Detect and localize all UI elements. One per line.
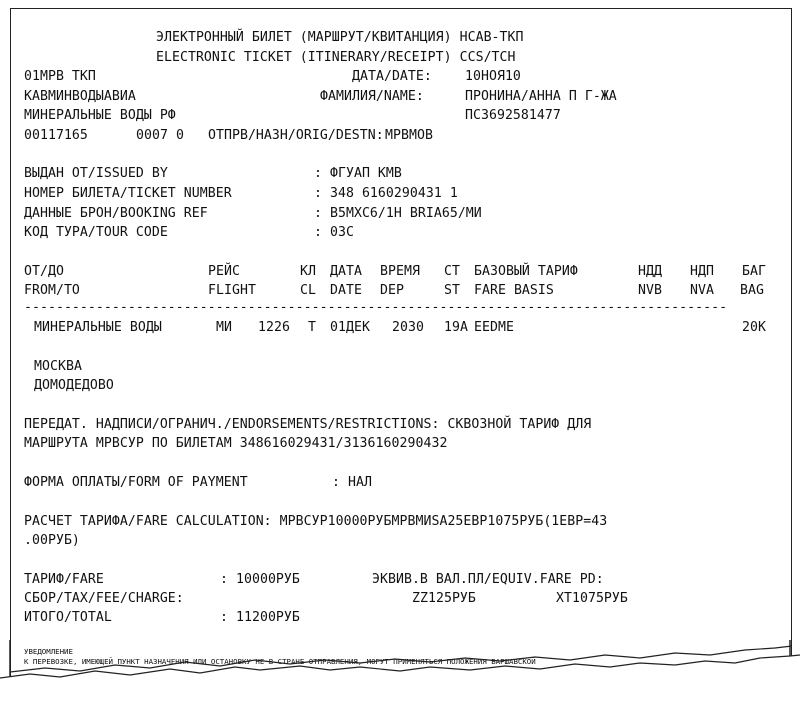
hdr-date-en: DATE [330,283,362,298]
hdr-flight-ru: РЕЙС [208,264,240,279]
segment-status: 19А [444,320,468,335]
tour-code-label: КОД ТУРА/TOUR CODE [24,225,168,240]
payment-text: НАЛ [347,475,372,490]
tour-code-text: 03С [329,225,354,240]
issued-by-value: : ФГУАП КМВ [314,166,402,181]
total-value: : 11200РУБ [220,610,300,625]
tax-2: XT1075РУБ [556,591,628,606]
total-label: ИТОГО/TOTAL [24,610,112,625]
segment-time: 2030 [392,320,424,335]
endorsements-line-2: МАРШРУТА МРВСУР ПО БИЛЕТАМ 348616029431/3136160290432 [24,436,448,451]
title-en: ELECTRONIC TICKET (ITINERARY/RECEIPT) CCS/TCH [156,50,516,65]
hdr-nvb-ru: НДД [638,264,662,279]
segment-dest-airport: ДОМОДЕДОВО [34,378,114,393]
ticket-number-label: НОМЕР БИЛЕТА/TICKET NUMBER [24,186,232,201]
fare-amount: 10000РУБ [235,572,300,587]
passenger-label: ФАМИЛИЯ/NAME: [320,89,424,104]
fare-calc-line-1: РАСЧЕТ ТАРИФА/FARE CALCULATION: МРВСУР10000РУБМРВМИSA25ЕВР1075РУБ(1ЕВР=43 [24,514,608,529]
hdr-nvb-en: NVB [638,283,662,298]
segment-bag: 20К [742,320,766,335]
segment-from: МИНЕРАЛЬНЫЕ ВОДЫ [34,320,162,335]
hdr-bag-en: BAG [740,283,764,298]
booking-ref-value: : B5MXC6/1H BRIA65/МИ [314,206,482,221]
equiv-label: ЭКВИВ.В ВАЛ.ПЛ/EQUIV.FARE PD: [372,572,604,587]
hdr-from-to-ru: ОТ/ДО [24,264,64,279]
hdr-flight-en: FLIGHT [208,283,256,298]
endorsements-line-1: ПЕРЕДАТ. НАДПИСИ/ОГРАНИЧ./ENDORSEMENTS/RESTRICTIONS: СКВОЗНОЙ ТАРИФ ДЛЯ [24,417,592,432]
hdr-st-ru: СТ [444,264,460,279]
table-separator: ---------------------------------------------------------------------------------------- [24,300,728,315]
title-ru: ЭЛЕКТРОННЫЙ БИЛЕТ (МАРШРУТ/КВИТАНЦИЯ) НСАВ-ТКП [156,30,524,45]
hdr-nva-en: NVA [690,283,714,298]
agency-name: КАВМИНВОДЫАВИА [24,89,136,104]
booking-ref-text: B5MXC6/1H BRIA65/МИ [329,206,482,221]
total-amount: 11200РУБ [235,610,300,625]
fare-calc-line-2: .00РУБ) [24,533,80,548]
booking-ref-label: ДАННЫЕ БРОН/BOOKING REF [24,206,208,221]
tour-code-value: : 03С [314,225,354,240]
hdr-nva-ru: НДП [690,264,714,279]
hdr-time-ru: ВРЕМЯ [380,264,420,279]
issued-by-label: ВЫДАН ОТ/ISSUED BY [24,166,168,181]
fare-label: ТАРИФ/FARE [24,572,104,587]
document-value: ПС3692581477 [465,108,561,123]
segment-fare-basis: EEDME [474,320,514,335]
payment-value: : НАЛ [332,475,372,490]
ticket-number-value: : 348 6160290431 1 [314,186,458,201]
hdr-bag-ru: БАГ [742,264,766,279]
hdr-from-to-en: FROM/TO [24,283,80,298]
date-value: 10НОЯ10 [465,69,521,84]
segment-carrier: МИ [216,320,232,335]
segment-flight-no: 1226 [258,320,290,335]
hdr-fare-basis-en: FARE BASIS [474,283,554,298]
agency-code: 01МРВ ТКП [24,69,96,84]
tax-label: СБОР/TAX/FEE/CHARGE: [24,591,184,606]
payment-label: ФОРМА ОПЛАТЫ/FORM OF PAYMENT [24,475,248,490]
hdr-fare-basis-ru: БАЗОВЫЙ ТАРИФ [474,264,578,279]
date-label: ДАТА/DATE: [352,69,432,84]
fare-value: : 10000РУБ [220,572,300,587]
office-code: 0007 0 [136,128,184,143]
tax-1: ZZ125РУБ [412,591,476,606]
hdr-st-en: ST [444,283,460,298]
segment-dest-city: МОСКВА [34,359,82,374]
segment-class: Т [308,320,316,335]
agency-city: МИНЕРАЛЬНЫЕ ВОДЫ РФ [24,108,176,123]
hdr-time-en: DEP [380,283,404,298]
ticket-number-text: 348 6160290431 1 [329,186,458,201]
route-value: МРВМОВ [385,128,433,143]
notice-title: УВЕДОМЛЕНИЕ [24,647,73,656]
segment-date: 01ДЕК [330,320,370,335]
hdr-cl-ru: КЛ [300,264,316,279]
torn-edge [0,640,800,703]
hdr-cl-en: CL [300,283,316,298]
passenger-value: ПРОНИНА/АННА П Г-ЖА [465,89,617,104]
hdr-date-ru: ДАТА [330,264,362,279]
office-number: 00117165 [24,128,88,143]
issued-by-text: ФГУАП КМВ [329,166,402,181]
notice-line-1: К ПЕРЕВОЗКЕ, ИМЕЮЩЕЙ ПУНКТ НАЗНАЧЕНИЯ ИЛИ ОСТАНОВКУ НЕ В СТРАНЕ ОТПРАВЛЕНИЯ, МОГУТ ПРИМЕНЯТЬСЯ ПОЛОЖЕНИЯ ВАРШАВСКОЙ [24,657,536,666]
route-label: ОТПРВ/НАЗН/ORIG/DESTN: [208,128,384,143]
